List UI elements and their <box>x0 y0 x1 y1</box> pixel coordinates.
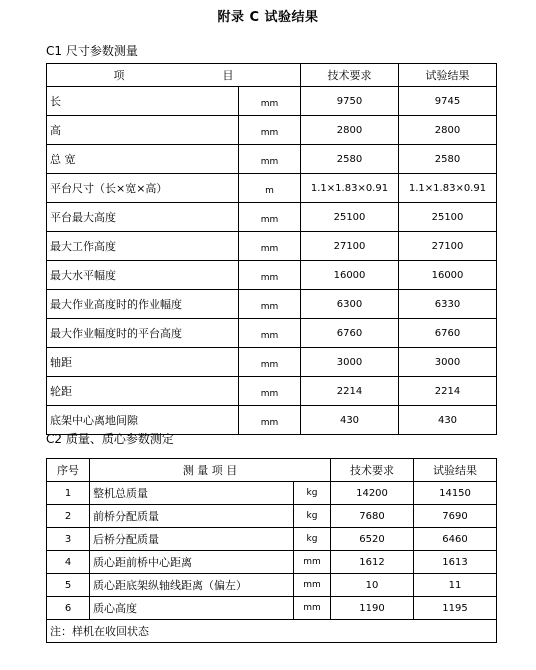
note-text: 注：样机在收回状态 <box>47 620 497 643</box>
row-unit: m <box>239 174 301 203</box>
row-unit: mm <box>239 319 301 348</box>
row-unit: kg <box>294 528 331 551</box>
row-unit: mm <box>239 377 301 406</box>
note-row <box>47 620 497 643</box>
row-name: 最大水平幅度 <box>47 261 239 290</box>
row-unit: kg <box>294 482 331 505</box>
row-result: 2800 <box>399 116 497 145</box>
row-result: 2580 <box>399 145 497 174</box>
row-unit: mm <box>294 551 331 574</box>
section-heading-c2: C2 质量、质心参数测定 <box>46 432 174 446</box>
row-result: 9745 <box>399 87 497 116</box>
row-tech-req: 16000 <box>301 261 399 290</box>
row-unit: kg <box>294 505 331 528</box>
table-row <box>47 203 497 232</box>
row-name: 平台尺寸（长×宽×高） <box>47 174 239 203</box>
mass-table <box>46 458 497 643</box>
section-heading-c1: C1 尺寸参数测量 <box>46 44 138 58</box>
row-tech-req: 7680 <box>331 505 414 528</box>
table-row <box>47 232 497 261</box>
row-result: 6760 <box>399 319 497 348</box>
row-name: 轴距 <box>47 348 239 377</box>
row-result: 25100 <box>399 203 497 232</box>
row-tech-req: 1190 <box>331 597 414 620</box>
row-name: 前桥分配质量 <box>90 505 294 528</box>
table-header-row <box>47 64 497 87</box>
row-unit: mm <box>239 290 301 319</box>
table-row <box>47 551 497 574</box>
table-row <box>47 290 497 319</box>
row-result: 3000 <box>399 348 497 377</box>
row-index: 1 <box>47 482 90 505</box>
table-row <box>47 261 497 290</box>
row-tech-req: 2580 <box>301 145 399 174</box>
row-name: 底架中心离地间隙 <box>47 406 239 435</box>
table-row <box>47 319 497 348</box>
table-row <box>47 574 497 597</box>
row-tech-req: 1.1×1.83×0.91 <box>301 174 399 203</box>
row-tech-req: 10 <box>331 574 414 597</box>
header-tech-req: 技术要求 <box>301 64 399 87</box>
row-tech-req: 430 <box>301 406 399 435</box>
row-tech-req: 2800 <box>301 116 399 145</box>
row-index: 6 <box>47 597 90 620</box>
table-row <box>47 482 497 505</box>
row-name: 整机总质量 <box>90 482 294 505</box>
row-name: 最大工作高度 <box>47 232 239 261</box>
header-tech-req: 技术要求 <box>331 459 414 482</box>
row-result: 2214 <box>399 377 497 406</box>
row-result: 1.1×1.83×0.91 <box>399 174 497 203</box>
row-index: 3 <box>47 528 90 551</box>
row-tech-req: 6300 <box>301 290 399 319</box>
row-tech-req: 9750 <box>301 87 399 116</box>
table-row <box>47 174 497 203</box>
table-row <box>47 87 497 116</box>
row-tech-req: 6520 <box>331 528 414 551</box>
row-unit: mm <box>239 232 301 261</box>
row-result: 1613 <box>414 551 497 574</box>
row-result: 6460 <box>414 528 497 551</box>
row-tech-req: 2214 <box>301 377 399 406</box>
row-name: 质心距前桥中心距离 <box>90 551 294 574</box>
row-unit: mm <box>239 87 301 116</box>
row-result: 1195 <box>414 597 497 620</box>
table-header-row <box>47 459 497 482</box>
header-item: 测 量 项 目 <box>90 459 331 482</box>
table-row <box>47 377 497 406</box>
row-tech-req: 14200 <box>331 482 414 505</box>
row-name: 最大作业幅度时的平台高度 <box>47 319 239 348</box>
row-name: 高 <box>47 116 239 145</box>
row-unit: mm <box>239 116 301 145</box>
table-row <box>47 597 497 620</box>
row-name: 平台最大高度 <box>47 203 239 232</box>
row-unit: mm <box>239 203 301 232</box>
row-unit: mm <box>239 348 301 377</box>
row-index: 4 <box>47 551 90 574</box>
table-row <box>47 116 497 145</box>
row-tech-req: 25100 <box>301 203 399 232</box>
row-index: 5 <box>47 574 90 597</box>
row-name: 总 宽 <box>47 145 239 174</box>
row-name: 长 <box>47 87 239 116</box>
page-title: 附录 C 试验结果 <box>217 10 319 25</box>
row-name: 质心高度 <box>90 597 294 620</box>
row-unit: mm <box>239 145 301 174</box>
row-unit: mm <box>294 597 331 620</box>
row-tech-req: 27100 <box>301 232 399 261</box>
row-tech-req: 6760 <box>301 319 399 348</box>
row-result: 7690 <box>414 505 497 528</box>
table-row <box>47 528 497 551</box>
row-result: 11 <box>414 574 497 597</box>
row-tech-req: 1612 <box>331 551 414 574</box>
row-name: 质心距底架纵轴线距离（偏左） <box>90 574 294 597</box>
row-index: 2 <box>47 505 90 528</box>
row-result: 430 <box>399 406 497 435</box>
header-result: 试验结果 <box>399 64 497 87</box>
row-unit: mm <box>239 406 301 435</box>
header-index: 序号 <box>47 459 90 482</box>
row-result: 27100 <box>399 232 497 261</box>
row-result: 16000 <box>399 261 497 290</box>
row-name: 后桥分配质量 <box>90 528 294 551</box>
row-name: 轮距 <box>47 377 239 406</box>
row-unit: mm <box>239 261 301 290</box>
header-result: 试验结果 <box>414 459 497 482</box>
header-item: 项 目 <box>47 64 301 87</box>
table-row <box>47 145 497 174</box>
row-name: 最大作业高度时的作业幅度 <box>47 290 239 319</box>
row-unit: mm <box>294 574 331 597</box>
table-row <box>47 505 497 528</box>
row-tech-req: 3000 <box>301 348 399 377</box>
row-result: 6330 <box>399 290 497 319</box>
row-result: 14150 <box>414 482 497 505</box>
dimension-table <box>46 63 497 435</box>
table-row <box>47 348 497 377</box>
